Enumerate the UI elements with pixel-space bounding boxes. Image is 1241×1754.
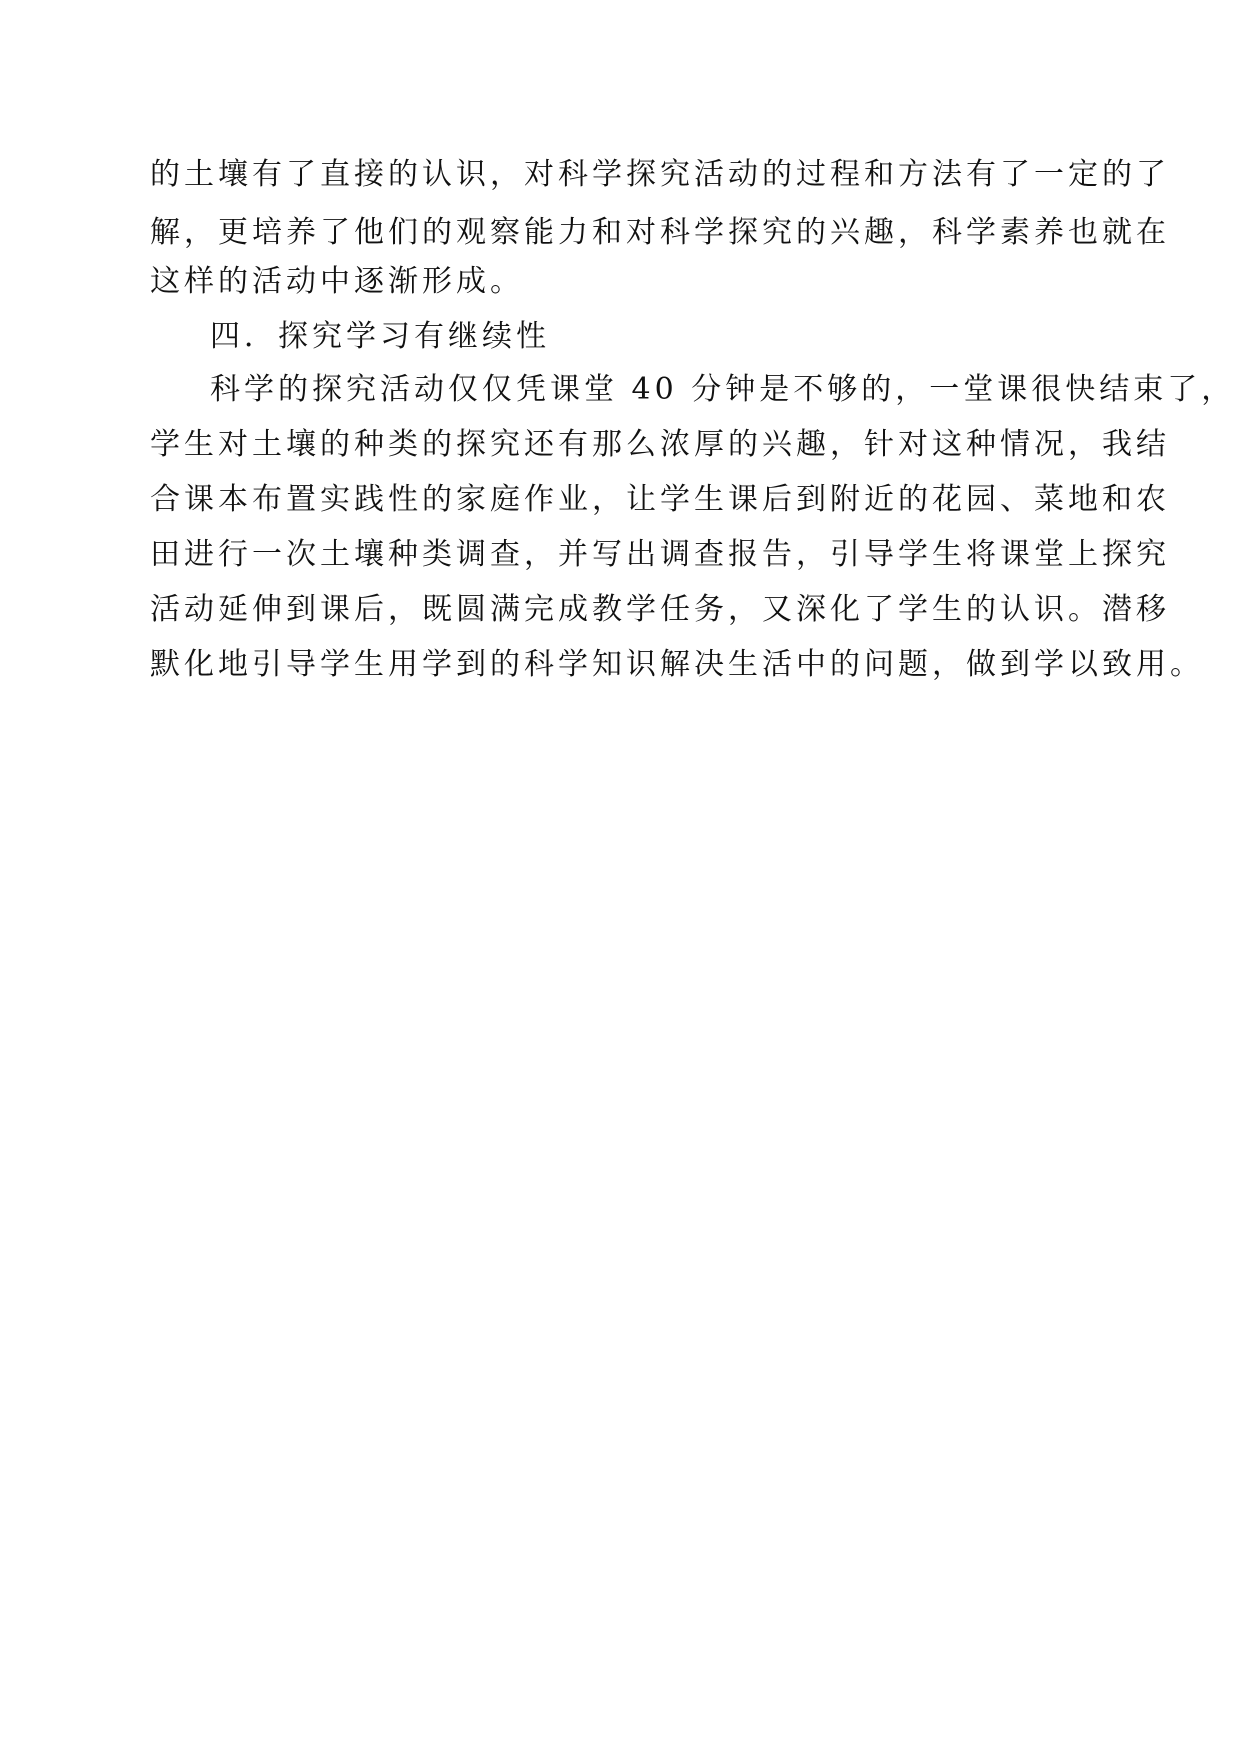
paragraph-line-3: 这样的活动中逐渐形成。 [150,264,524,299]
paragraph-line-1: 的土壤有了直接的认识，对科学探究活动的过程和方法有了一定的了 [150,157,1170,192]
paragraph-line-5: 学生对土壤的种类的探究还有那么浓厚的兴趣，针对这种情况，我结 [150,427,1170,462]
section-heading: 四．探究学习有继续性 [210,319,550,354]
paragraph-line-8: 活动延伸到课后，既圆满完成教学任务，又深化了学生的认识。潜移 [150,592,1170,627]
paragraph-line-7: 田进行一次土壤种类调查，并写出调查报告，引导学生将课堂上探究 [150,537,1170,572]
paragraph-line-4: 科学的探究活动仅仅凭课堂 40 分钟是不够的，一堂课很快结束了， [210,372,1236,407]
paragraph-line-9: 默化地引导学生用学到的科学知识解决生活中的问题，做到学以致用。 [150,647,1204,682]
paragraph-line-2: 解，更培养了他们的观察能力和对科学探究的兴趣，科学素养也就在 [150,215,1170,250]
paragraph-line-6: 合课本布置实践性的家庭作业，让学生课后到附近的花园、菜地和农 [150,482,1170,517]
